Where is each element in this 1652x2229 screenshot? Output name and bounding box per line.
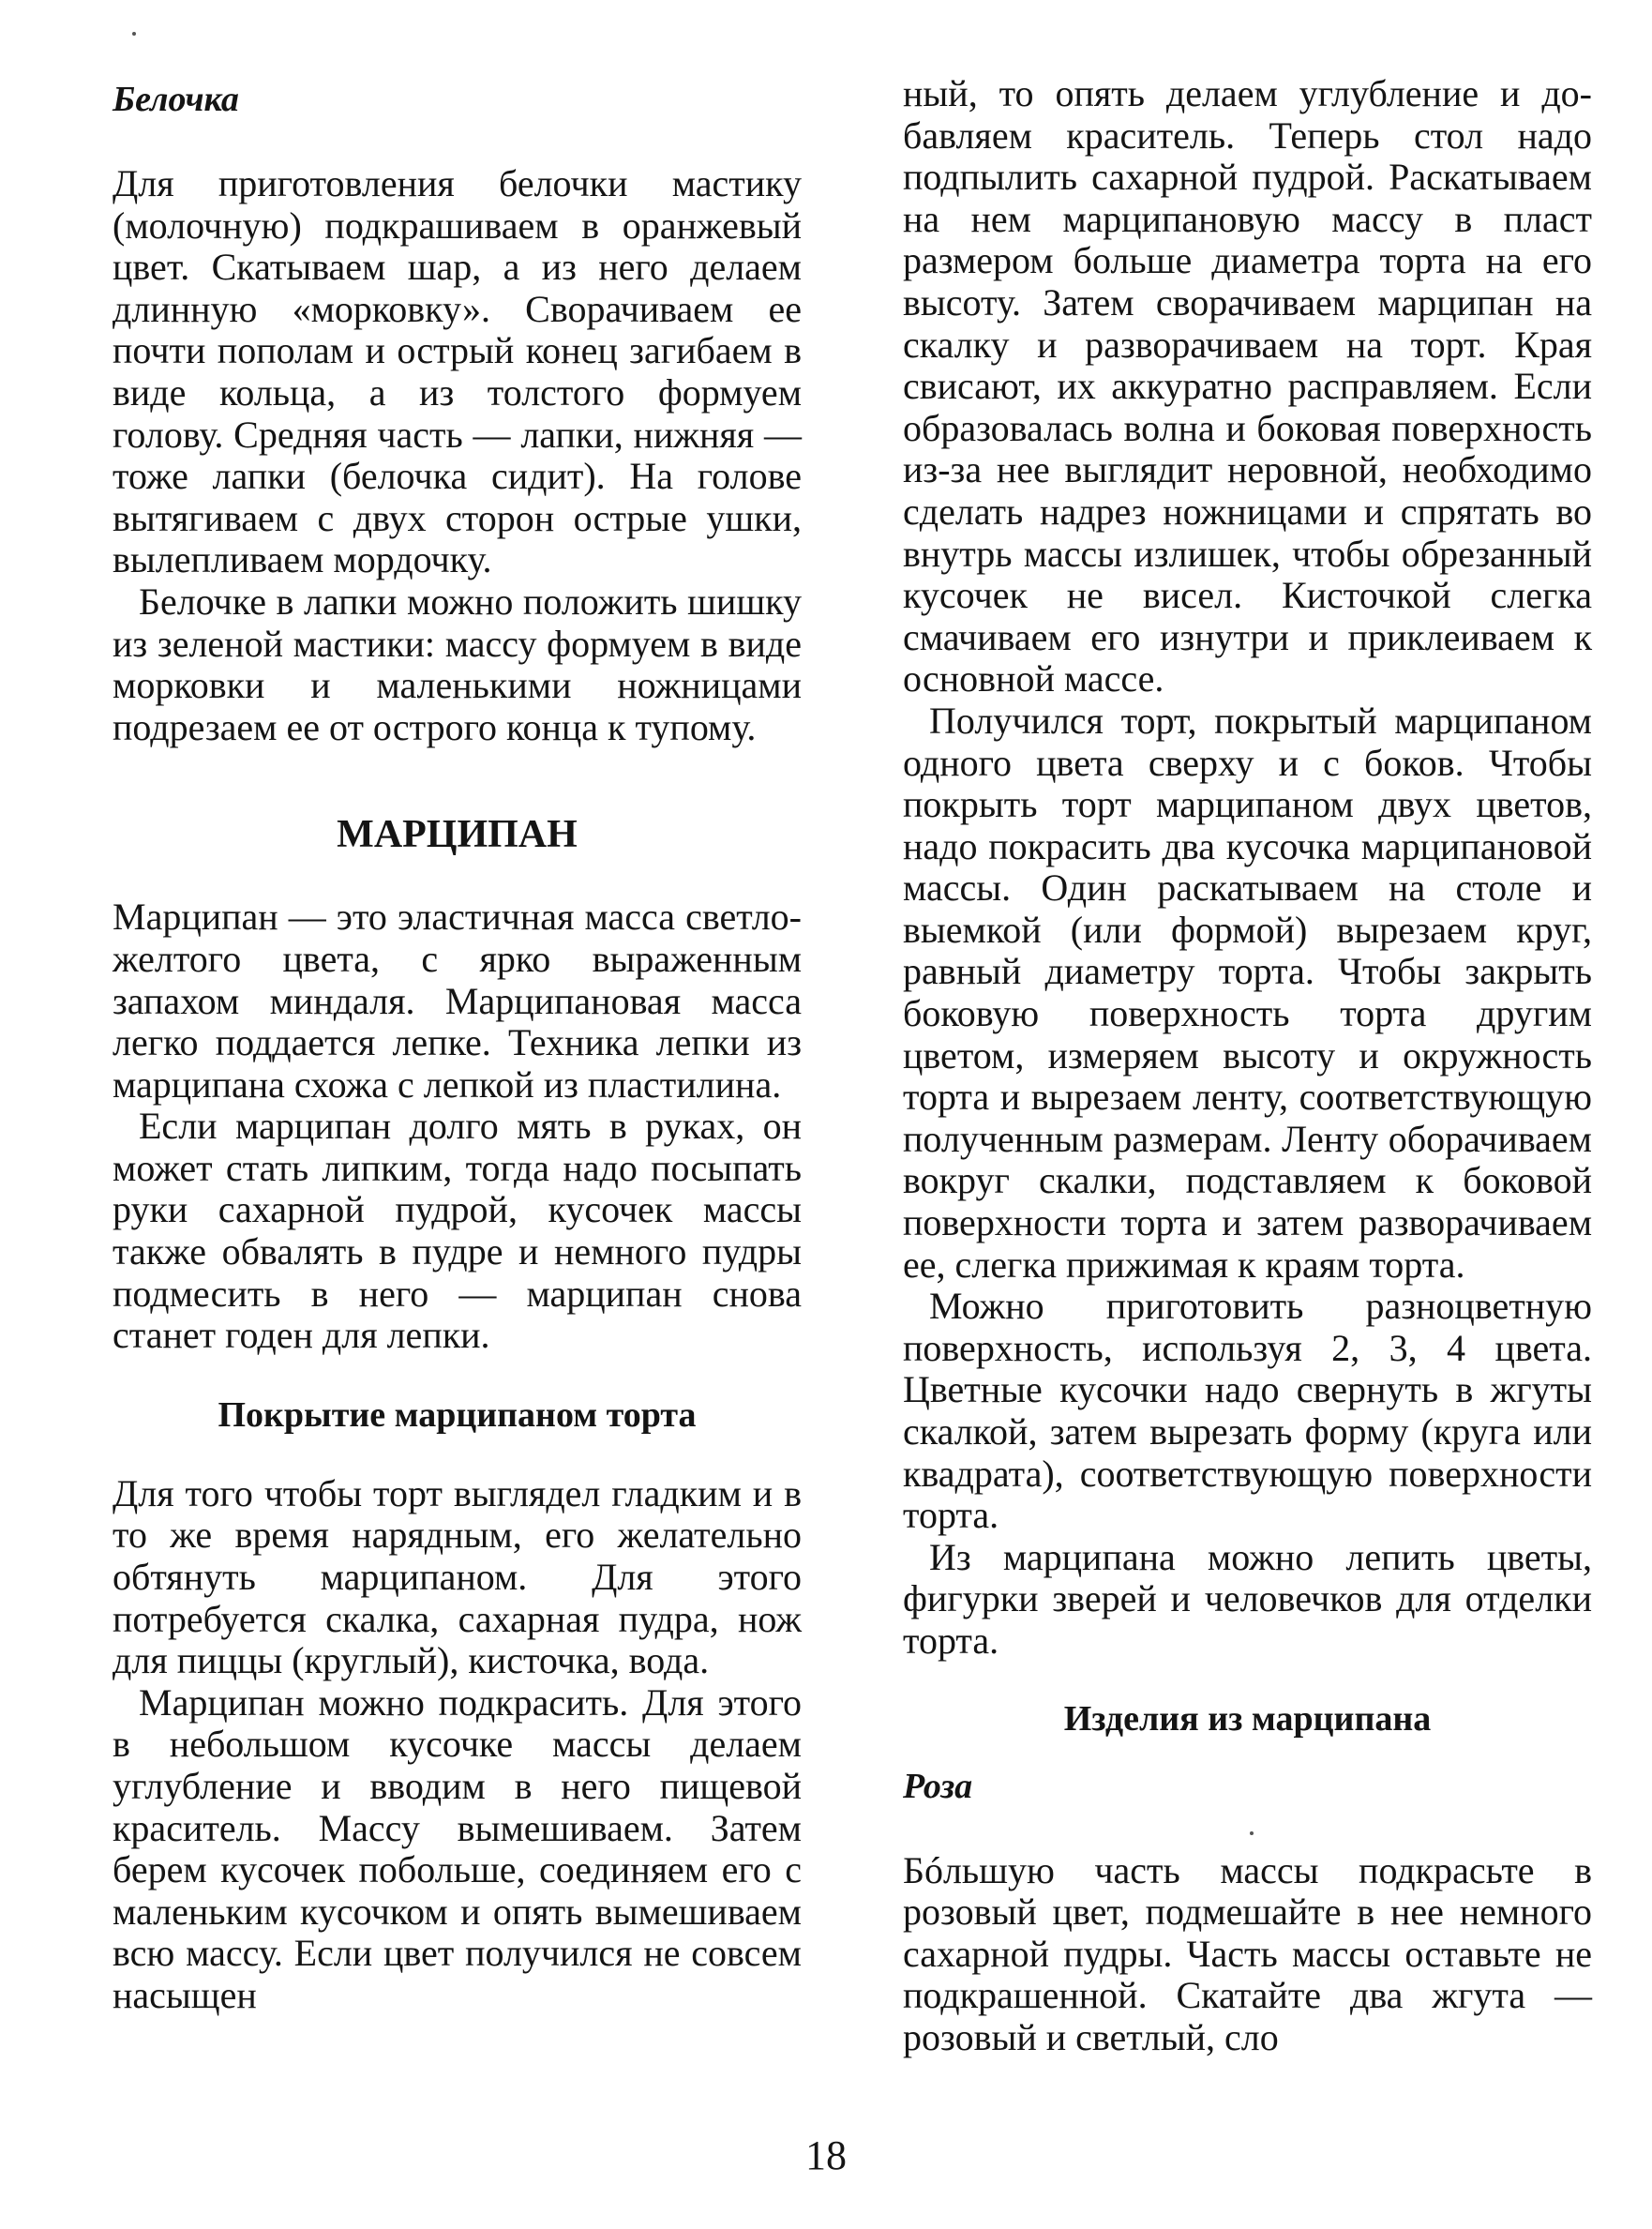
marzipan-paragraph-1: Марципан — это эластичная масса светло-желтого цвета, с ярко выраженным запахом миндаля. Марципановая масса легко поддается лепке. Техника лепки из марципана схожа с лепкой из пластилина. <box>113 896 802 1106</box>
squirrel-paragraph-1: Для приготовления белочки мастику (молочную) подкрашиваем в оранжевый цвет. Скатываем шар, а из него делаем длинную «морковку». Сворачиваем ее почти пополам и острый конец загибаем в виде кольца, а из толстого формуем голову. Средняя часть — лапки, нижняя — тоже лапки (белочка сидит). На голове вытягиваем с двух сторон острые ушки, вылепливаем мордочку. <box>113 162 802 581</box>
right-column <box>903 73 1592 2059</box>
print-speck <box>132 32 136 36</box>
left-column <box>113 69 802 2017</box>
marzipan-paragraph-2: Если марципан долго мять в руках, он может стать липким, тогда надо посыпать руки сахарной пудрой, кусочек массы также обвалять в пудре и немного пудры подмесить в него — марципан снова станет годен для лепки. <box>113 1105 802 1357</box>
spacer <box>903 1807 1592 1850</box>
squirrel-paragraph-2: Белочке в лапки можно положить шишку из зеленой мастики: массу формуем в виде морковки и маленькими ножницами подрезаем ее от острого конца к тупому. <box>113 580 802 748</box>
cake-cover-paragraph-2: Марципан можно подкрасить. Для этого в небольшом кусочке массы делаем углубление и вводим в него пищевой краситель. Массу вымешиваем. Затем берем кусочек побольше, соединяем его с маленьким кусочком и опять вымешиваем всю массу. Если цвет получился не совсем насыщен <box>113 1680 802 2016</box>
spacer <box>113 120 802 163</box>
cake-cover-heading: Покрытие марципаном торта <box>218 1394 697 1435</box>
cake-cover-paragraph-4: Можно приготовить разноцветную поверхность, используя 2, 3, 4 цвета. Цветные кусочки надо свернуть в жгуты скалкой, затем вырезать форму (круга или квадрата), соответствующую поверхности торта. <box>903 1285 1592 1537</box>
cake-cover-paragraph-5: Из марципана можно лепить цветы, фигурки зверей и человечков для отделки торта. <box>903 1535 1592 1662</box>
marzipan-heading: МАРЦИПАН <box>337 813 578 857</box>
rose-heading: Роза <box>903 1766 973 1806</box>
rose-paragraph-1: Бóльшую часть массы подкрасьте в розовый цвет, подмешайте в нее немного сахарной пудры. Часть массы оставьте не подкрашенной. Скатайте два жгута — розовый и светлый, сло <box>903 1848 1592 2058</box>
marzipan-products-heading: Изделия из марципана <box>1063 1698 1432 1739</box>
cake-cover-paragraph-3: Получился торт, покрытый марципаном одного цвета сверху и с боков. Чтобы покрыть торт марципаном двух цветов, надо покрасить два кусочка марципановой массы. Один раскатываем на столе и выемкой (или формой) вырезаем круг, равный диаметру торта. Чтобы закрыть боковую поверхность торта другим цветом, измеряем высоту и окружность торта и вырезаем ленту, соответствующую полученным размерам. Ленту оборачиваем вокруг скалки, подставляем к боковой поверхности торта и затем разворачиваем ее, слегка прижимая к краям торта. <box>903 699 1592 1286</box>
cake-cover-paragraph-2-continued: ный, то опять делаем углубление и добавляем краситель. Теперь стол надо подпылить сахарной пудрой. Раскатываем на нем марципановую массу в пласт размером больше диаметра торта на его высоту. Затем сворачиваем марципан на скалку и разворачиваем на торт. Края свисают, их аккуратно расправляем. Если образовалась волна и боковая поверхность из-за нее выглядит неровной, необходимо сделать надрез ножницами и спрятать во внутрь массы излишек, чтобы обрезанный кусочек не висел. Кисточкой слегка смачиваем его изнутри и приклеиваем к основной массе. <box>903 72 1592 700</box>
squirrel-heading: Белочка <box>113 80 239 119</box>
page-number: 18 <box>805 2132 847 2178</box>
cake-cover-paragraph-1: Для того чтобы торт выглядел гладким и в то же время нарядным, его желательно обтянуть марципаном. Для этого потребуется скалка, сахарная пудра, нож для пиццы (круглый), кисточка, вода. <box>113 1471 802 1682</box>
